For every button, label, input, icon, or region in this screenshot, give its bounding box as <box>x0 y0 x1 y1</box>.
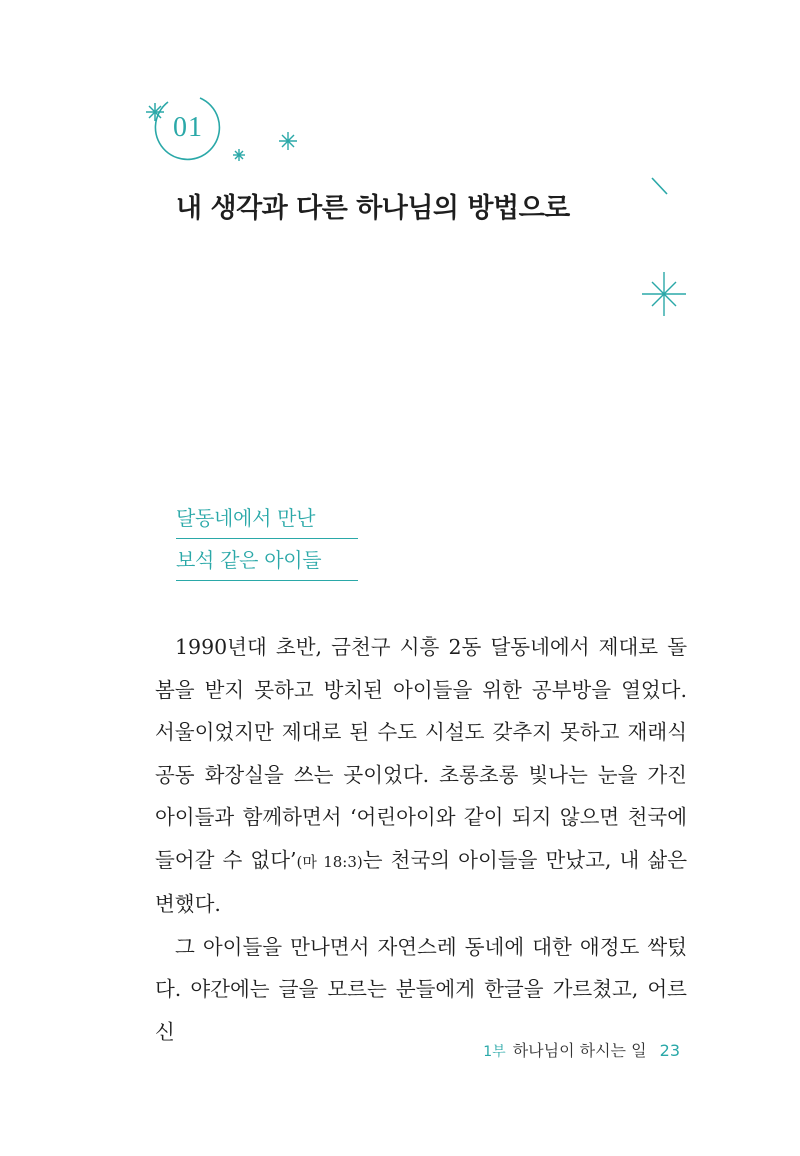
page-number: 23 <box>659 1041 680 1060</box>
chapter-decoration <box>0 0 800 340</box>
part-label: 1부 <box>483 1044 506 1060</box>
sparkle-icon <box>279 132 297 150</box>
paragraph-text: 는 천국의 아이들을 만났고, 내 삶은 변했다. <box>155 847 687 916</box>
section-subtitle-line2: 보석 같은 아이들 <box>176 540 358 581</box>
body-text <box>155 626 687 1053</box>
deco-line <box>652 178 667 194</box>
section-subtitle-line1: 달동네에서 만난 <box>176 498 358 539</box>
paragraph: 그 아이들을 만나면서 자연스레 동네에 대한 애정도 싹텄다. 야간에는 글을 모르는 분들에게 한글을 가르쳤고, 어르신 <box>155 934 687 1044</box>
paragraph-text: 1990년대 초반, 금천구 시흥 2동 달동네에서 제대로 돌봄을 받지 못하고 방치된 아이들을 위한 공부방을 열었다. 서울이었지만 제대로 된 수도 시설도 갖추지 못하고 재래식 공동 화장실을 쓰는 곳이었다. 초롱초롱 빛나는 눈을 가진 아이들과 함께하면서 ‘어린아이와 같이 되지 않으면 천국에 들어갈 수 없다’ <box>155 635 687 872</box>
sparkle-icon <box>146 103 164 121</box>
chapter-title: 내 생각과 다른 하나님의 방법으로 <box>176 193 570 224</box>
sparkle-icon <box>642 272 686 316</box>
chapter-number: 01 <box>173 112 203 143</box>
part-title: 하나님이 하시는 일 <box>512 1041 647 1060</box>
paragraph <box>155 626 687 926</box>
scripture-reference: (마 18:3) <box>296 852 363 871</box>
page-footer <box>483 1038 680 1061</box>
sparkle-icon <box>233 149 245 161</box>
